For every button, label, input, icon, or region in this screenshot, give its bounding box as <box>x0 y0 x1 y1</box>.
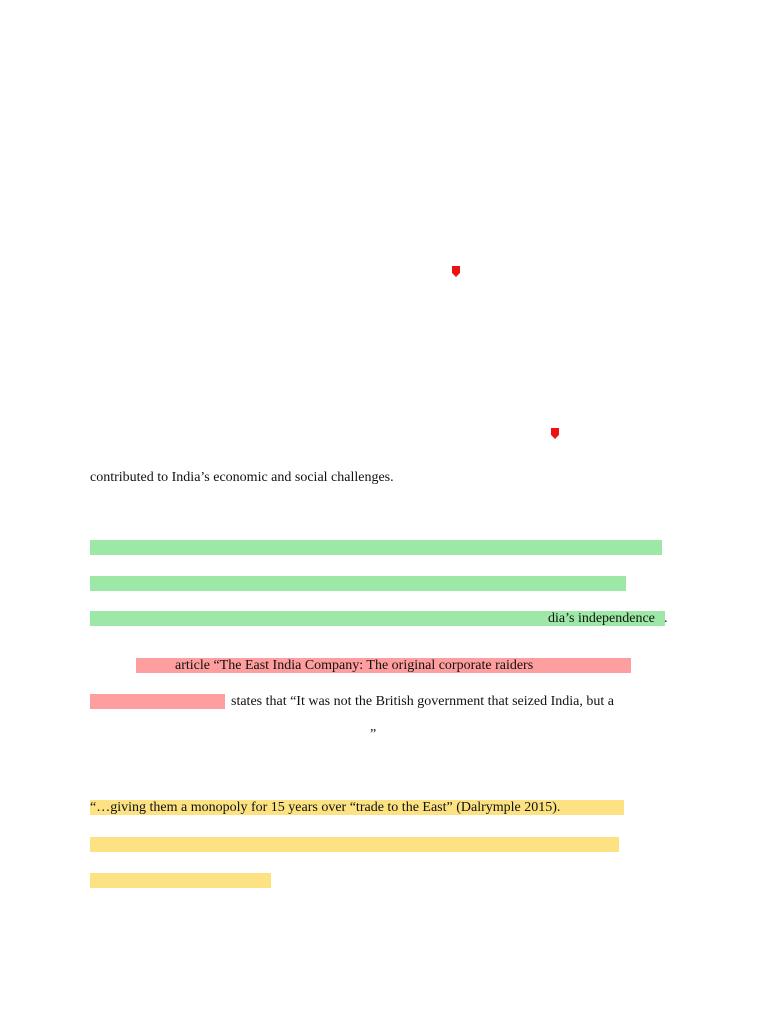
comment-marker-icon[interactable] <box>452 266 460 277</box>
closing-quote: ” <box>370 727 377 742</box>
yellow-highlight-line <box>90 837 619 852</box>
body-text-line: contributed to India’s economic and social challenges. <box>90 470 394 485</box>
sentence-period: . <box>664 611 668 626</box>
green-highlight-line <box>90 576 626 591</box>
quoted-text: “…giving them a monopoly for 15 years over “trade to the East” (Dalrymple 2015). <box>90 800 561 815</box>
comment-marker-icon[interactable] <box>551 428 559 439</box>
red-highlight-line <box>90 694 225 709</box>
green-highlight-text: dia’s independence <box>548 611 655 626</box>
body-text-line: states that “It was not the British government that seized India, but a <box>231 694 614 709</box>
yellow-highlight-line <box>90 873 271 888</box>
article-title-text: article “The East India Company: The original corporate raiders <box>175 658 534 673</box>
green-highlight-line <box>90 540 662 555</box>
